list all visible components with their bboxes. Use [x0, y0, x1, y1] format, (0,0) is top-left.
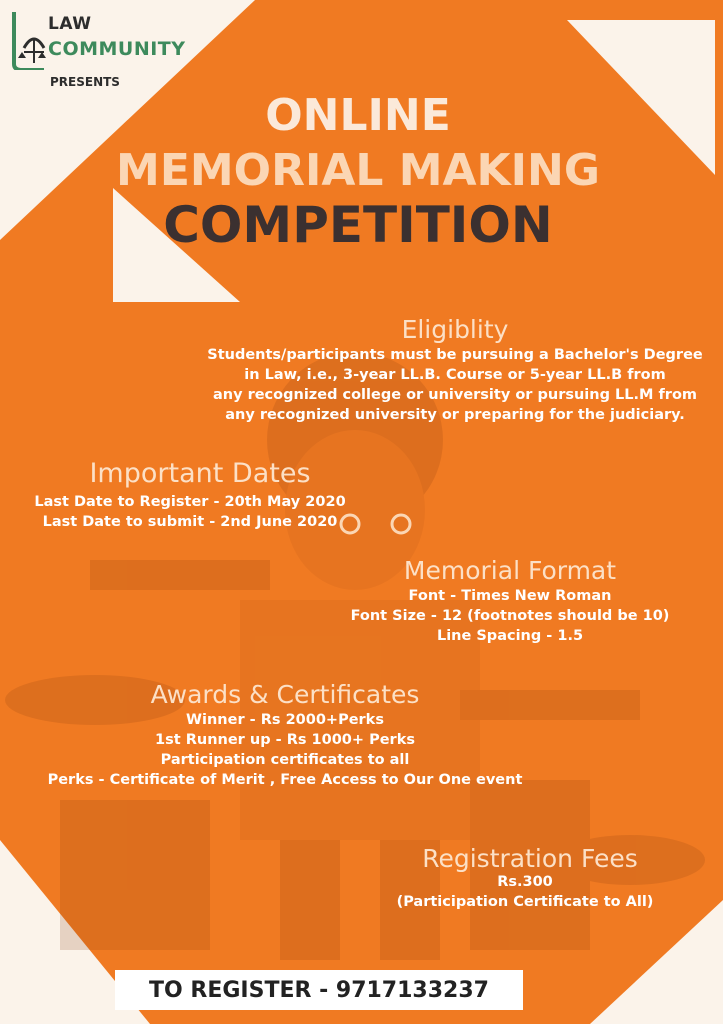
logo-community-text: COMMUNITY — [48, 38, 186, 60]
title-memorial-making: MEMORIAL MAKING — [116, 145, 600, 196]
title-competition: COMPETITION — [163, 196, 553, 254]
format-line: Font Size - 12 (footnotes should be 10) — [350, 608, 670, 624]
award-line: Participation certificates to all — [160, 752, 410, 768]
date-line: Last Date to Register - 20th May 2020 — [34, 494, 346, 510]
register-contact-bar[interactable]: TO REGISTER - 9717133237 — [115, 970, 523, 1010]
fee-line: Rs.300 — [497, 874, 553, 890]
fee-line: (Participation Certificate to All) — [396, 894, 654, 910]
logo-law-text: LAW — [48, 14, 92, 34]
award-line: 1st Runner up - Rs 1000+ Perks — [155, 732, 415, 748]
eligibility-text — [195, 345, 715, 425]
awards-heading: Awards & Certificates — [150, 680, 420, 709]
format-line: Line Spacing - 1.5 — [436, 628, 584, 644]
important-dates-text — [30, 492, 350, 532]
presents-label: PRESENTS — [50, 75, 120, 89]
eligibility-line: any recognized college or university or pursuing LL.M from — [212, 387, 698, 403]
eligibility-line: Students/participants must be pursuing a Bachelor's Degree — [207, 347, 703, 363]
title-online: ONLINE — [265, 90, 451, 141]
important-dates-heading: Important Dates — [89, 458, 311, 489]
eligibility-line: in Law, i.e., 3-year LL.B. Course or 5-year LL.B from — [244, 367, 666, 383]
award-line: Winner - Rs 2000+Perks — [186, 712, 384, 728]
date-line: Last Date to submit - 2nd June 2020 — [42, 514, 338, 530]
registration-fees-heading: Registration Fees — [422, 844, 638, 873]
memorial-format-heading: Memorial Format — [403, 556, 617, 585]
award-line: Perks - Certificate of Merit , Free Access to Our One event — [47, 772, 523, 788]
bottom-right-corner-triangle — [590, 900, 723, 1024]
format-line: Font - Times New Roman — [408, 588, 612, 604]
scales-of-justice-logo-icon — [8, 8, 50, 70]
awards-text — [0, 710, 570, 790]
memorial-format-text — [330, 586, 690, 646]
eligibility-heading: Eligiblity — [401, 315, 509, 344]
registration-fees-text — [360, 872, 690, 912]
eligibility-line: any recognized university or preparing for the judiciary. — [225, 407, 685, 423]
